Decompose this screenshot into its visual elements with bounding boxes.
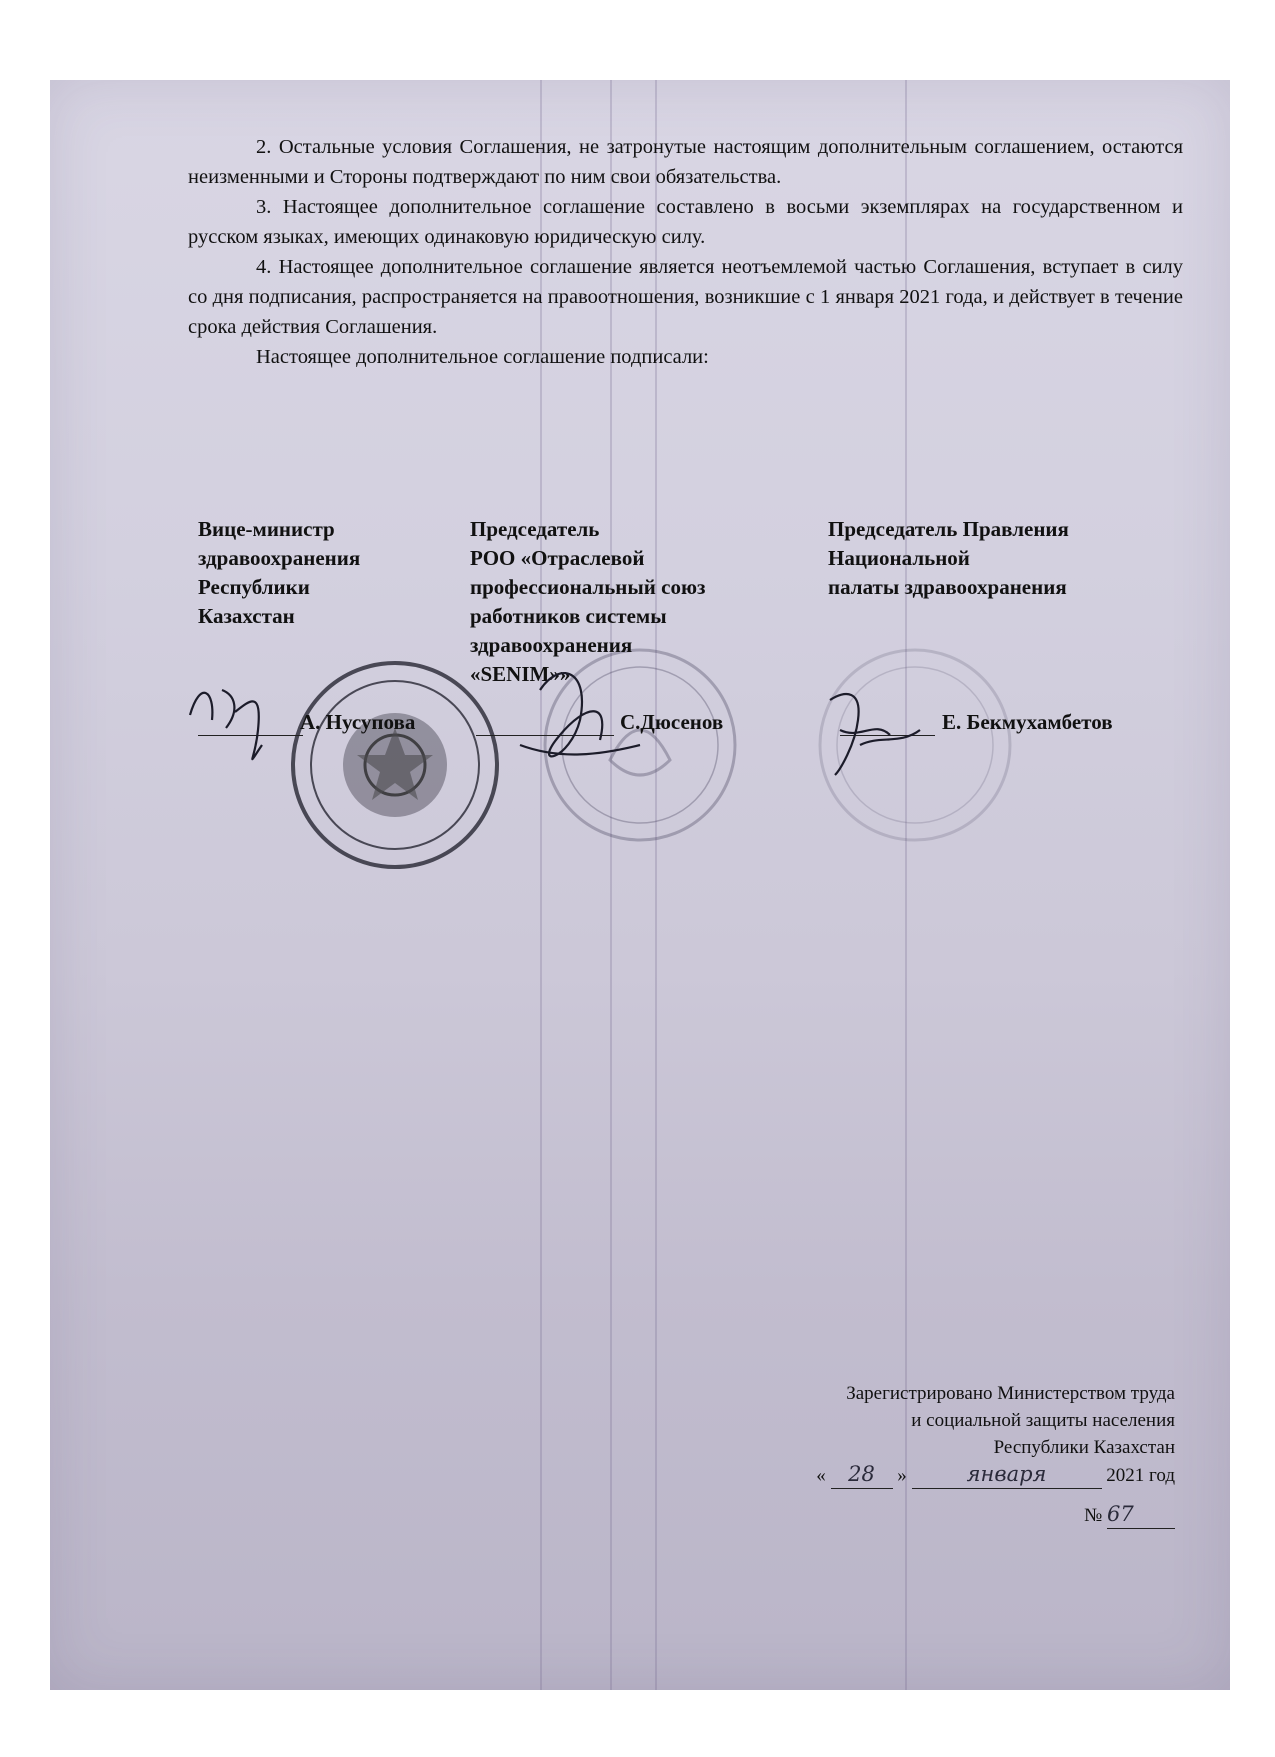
clause-3: 3. Настоящее дополнительное соглашение составлено в восьми экземплярах на государственном и русском языках, имеющих одинаковую юридическую силу. bbox=[188, 196, 1183, 248]
signatory-1-name: А. Нусупова bbox=[300, 710, 416, 734]
agreement-text bbox=[188, 132, 1183, 372]
registration-number-value: 67 bbox=[1107, 1501, 1175, 1529]
registration-date-day: 28 bbox=[831, 1461, 893, 1489]
signature-line-2 bbox=[476, 735, 614, 736]
registration-line-3: Республики Казахстан bbox=[993, 1437, 1175, 1458]
signatory-1-title: Вице-министр здравоохранения Республики Казахстан bbox=[198, 517, 361, 628]
signatory-2-name: С.Дюсенов bbox=[620, 710, 724, 734]
signatory-3-name: Е. Бекмухамбетов bbox=[942, 710, 1113, 734]
registration-line-1: Зарегистрировано Министерством труда bbox=[846, 1383, 1175, 1404]
signatory-2-title: Председатель РОО «Отраслевой профессиональный союз работников системы здравоохранения «SENIM»» bbox=[470, 517, 706, 686]
clause-4: 4. Настоящее дополнительное соглашение является неотъемлемой частью Соглашения, вступает в силу со дня подписания, распространяется на правоотношения, возникшие с 1 января 2021 года, и действует в течение срока действия Соглашения. bbox=[188, 256, 1183, 338]
registration-block bbox=[816, 1380, 1175, 1529]
signature-line-1 bbox=[198, 735, 303, 736]
registration-date-month: января bbox=[912, 1461, 1102, 1489]
registration-line-2: и социальной защиты населения bbox=[911, 1410, 1175, 1431]
signatory-3-title: Председатель Правления Национальной палаты здравоохранения bbox=[828, 517, 1069, 599]
registration-number: № 67 bbox=[816, 1501, 1175, 1529]
clause-2: 2. Остальные условия Соглашения, не затронутые настоящим дополнительным соглашением, остаются неизменными и Стороны подтверждают по ним свои обязательства. bbox=[188, 136, 1183, 188]
signature-line-3 bbox=[840, 735, 935, 736]
signed-by-line: Настоящее дополнительное соглашение подписали: bbox=[256, 346, 709, 368]
registration-date: « 28 » января 2021 год bbox=[816, 1461, 1175, 1489]
